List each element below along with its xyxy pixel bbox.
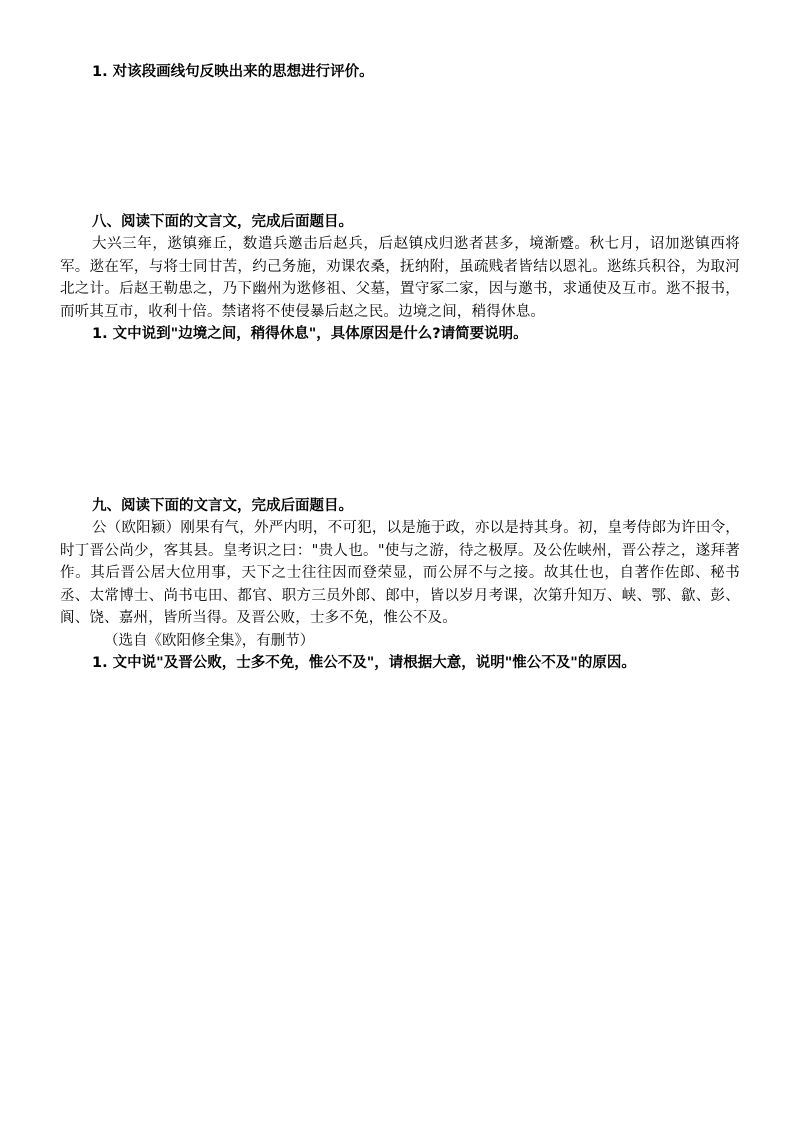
section-eight — [60, 211, 740, 345]
section-nine-heading: 九、阅读下面的文言文，完成后面题目。 — [92, 498, 353, 514]
section-nine — [60, 495, 740, 674]
section-eight-question: 1. 文中说到"边境之间，稍得休息"，具体原因是什么?请简要说明。 — [92, 326, 528, 342]
section-nine-source: （选自《欧阳修全集》，有删节） — [104, 632, 315, 649]
section-nine-passage: 公（欧阳颍）刚果有气，外严内明，不可犯，以是施于政，亦以是持其身。初，皇考侍郎为许田令，时丁晋公尚少，客其县。皇考识之曰："贵人也。"使与之游，待之极厚。及公佐峡州，晋公荐之，遂拜著作。其后晋公居大位用事，天下之士往往因而登荣显，而公屏不与之接。故其仕也，自著作佐郎、秘书丞、太常博士、尚书屯田、都官、职方三员外郎、郎中，皆以岁月考课，次第升知万、峡、鄂、歙、彭、阆、饶、嘉州，皆所当得。及晋公败，士多不免，惟公不及。 — [60, 520, 740, 626]
section-eight-passage: 大兴三年，逖镇雍丘，数遣兵邀击后赵兵，后赵镇戍归逖者甚多，境渐蹙。秋七月，诏加逖镇西将军。逖在军，与将士同甘苦，约己务施，劝课农桑，抚纳附，虽疏贱者皆结以恩礼。逖练兵积谷，为取河北之计。后赵王勒患之，乃下幽州为逖修祖、父墓，置守冢二家，因与邀书，求通使及互市。逖不报书，而听其互市，收利十倍。禁诸将不使侵暴后赵之民。边境之间，稍得休息。 — [60, 236, 740, 320]
section-nine-question: 1. 文中说"及晋公败，士多不免，惟公不及"，请根据大意，说明"惟公不及"的原因。 — [92, 655, 636, 671]
section-eight-heading: 八、阅读下面的文言文，完成后面题目。 — [92, 214, 353, 230]
question-text: 1. 对该段画线句反映出来的思想进行评价。 — [92, 64, 374, 80]
question-seven-1 — [60, 61, 740, 83]
